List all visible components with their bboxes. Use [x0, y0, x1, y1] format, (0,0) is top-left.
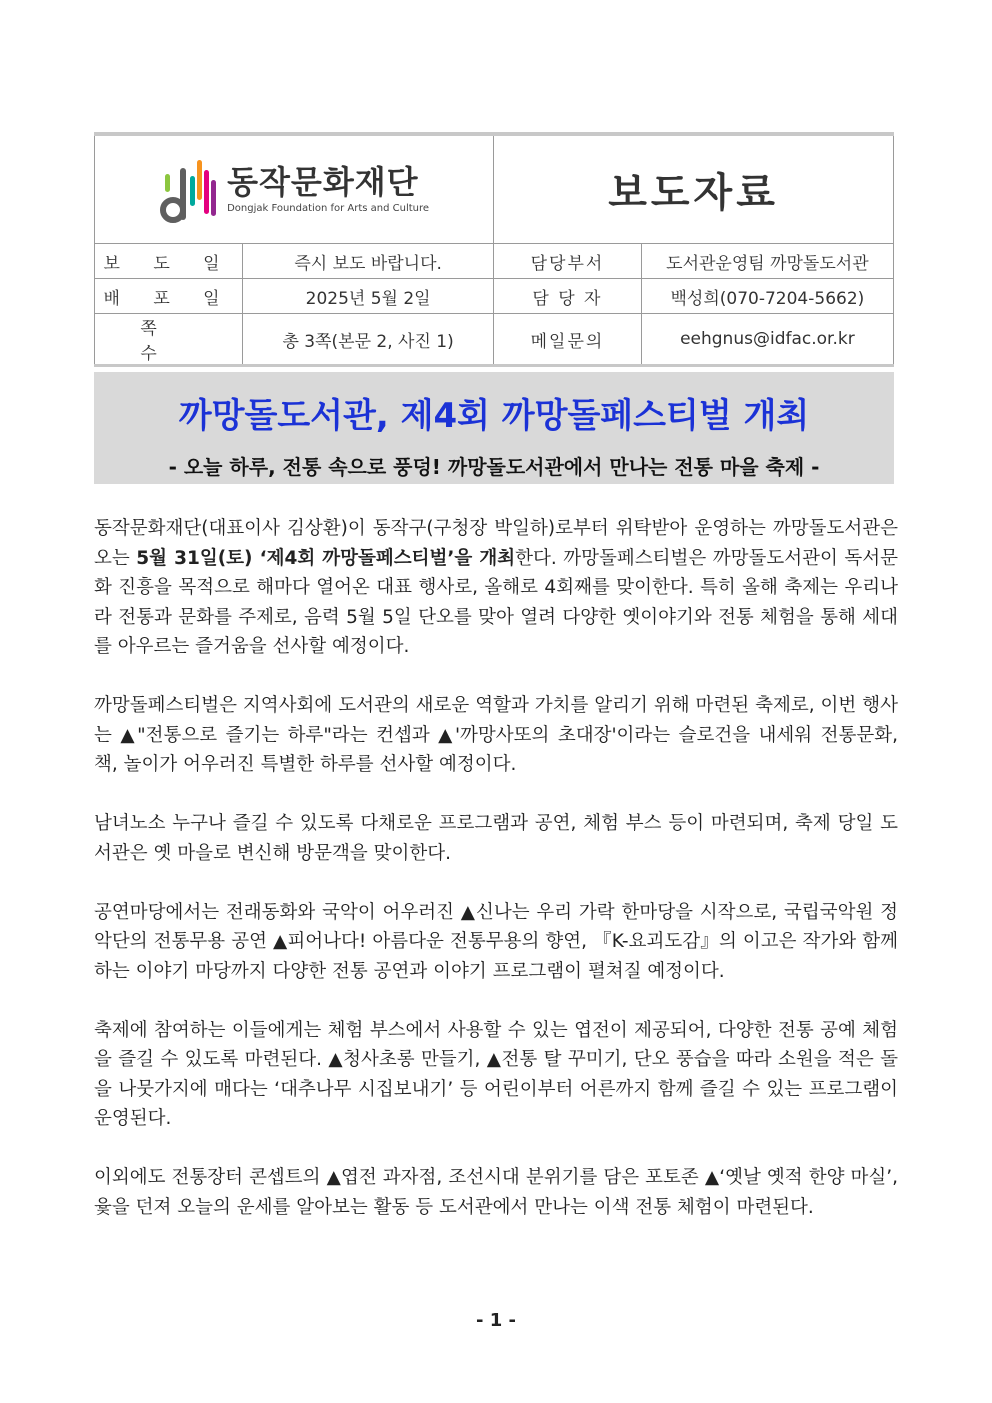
paragraph: 축제에 참여하는 이들에게는 체험 부스에서 사용할 수 있는 엽전이 제공되어, 다양한 전통 공예 체험을 즐길 수 있도록 마련된다. ▲청사초롱 만들기, ▲전통 탈 꾸미기, 단오 풍습을 따라 소원을 적은 돌을 나뭇가지에 매다는 ‘대추나무 시집보내기’ 등 어린이부터 어른까지 함께 즐길 수 있는 프로그램이 운영된다. — [94, 1019, 898, 1129]
contact-email: eehgnus@idfac.or.kr — [641, 314, 893, 366]
title-box — [94, 372, 894, 484]
release-date: 2025년 5월 2일 — [243, 279, 494, 314]
info-label: 메일문의 — [494, 314, 642, 366]
paragraph: 남녀노소 누구나 즐길 수 있도록 다채로운 프로그램과 공연, 체험 부스 등이 마련되며, 축제 당일 도서관은 옛 마을로 변신해 방문객을 맞이한다. — [94, 813, 898, 864]
info-label: 배 포 일 — [95, 279, 243, 314]
info-value: 백성희(070-7204-5662) — [641, 279, 893, 314]
info-label: 보 도 일 — [95, 244, 243, 279]
paragraph: 이외에도 전통장터 콘셉트의 ▲엽전 과자점, 조선시대 분위기를 담은 포토존 ▲‘옛날 옛적 한양 마실’, 윷을 던져 오늘의 운세를 알아보는 활동 등 도서관에서 만나는 이색 전통 체험이 마련된다. — [94, 1167, 898, 1218]
header-info-table — [94, 132, 894, 367]
paragraph: 공연마당에서는 전래동화와 국악이 어우러진 ▲신나는 우리 가락 한마당을 시작으로, 국립국악원 정악단의 전통무용 공연 ▲피어나다! 아름다운 전통무용의 향연, 『K-요괴도감』의 이고은 작가와 함께하는 이야기 마당까지 다양한 전통 공연과 이야기 프로그램이 펼쳐질 예정이다. — [94, 901, 898, 982]
headline: 까망돌도서관, 제4회 까망돌페스티벌 개최 — [178, 396, 810, 436]
logo-cell — [95, 134, 494, 244]
info-value: 도서관운영팀 까망돌도서관 — [641, 244, 893, 279]
subheadline: - 오늘 하루, 전통 속으로 풍덩! 까망돌도서관에서 만나는 전통 마을 축제 - — [168, 455, 820, 479]
org-name-en: Dongjak Foundation for Arts and Culture — [227, 203, 430, 215]
dongjak-logo-icon — [159, 154, 219, 226]
info-value: 총 3쪽(본문 2, 사진 1) — [243, 314, 494, 366]
info-row — [95, 244, 894, 279]
info-label: 담당부서 — [494, 244, 642, 279]
doc-type-title: 보도자료 — [608, 170, 779, 216]
page-number: - 1 - — [476, 1310, 516, 1331]
paragraph: 동작문화재단(대표이사 김상환)이 동작구(구청장 박일하)로부터 위탁받아 운영하는 까망돌도서관은 오는 5월 31일(토) ‘제4회 까망돌페스티벌’을 개최한다. 까망돌페스티벌은 까망돌도서관이 독서문화 진흥을 목적으로 해마다 열어온 대표 행사로, 올해로 4회째를 맞이한다. 특히 올해 축제는 우리나라 전통과 문화를 주제로, 음력 5월 5일 단오를 맞아 열려 다양한 옛이야기와 전통 체험을 통해 세대를 아우르는 즐거움을 선사할 예정이다. — [94, 518, 898, 657]
doc-type-cell — [494, 134, 894, 244]
info-label: 담 당 자 — [494, 279, 642, 314]
info-value: 즉시 보도 바랍니다. — [243, 244, 494, 279]
org-logo — [95, 154, 493, 226]
highlight-text: 5월 31일(토) ‘제4회 까망돌페스티벌’을 개최 — [136, 547, 516, 569]
info-row — [95, 314, 894, 366]
info-label: 쪽 수 — [95, 314, 243, 366]
info-row — [95, 279, 894, 314]
paragraph: 까망돌페스티벌은 지역사회에 도서관의 새로운 역할과 가치를 알리기 위해 마련된 축제로, 이번 행사는 ▲"전통으로 즐기는 하루"라는 컨셉과 ▲'까망사또의 초대장'이라는 슬로건을 내세워 전통문화, 책, 놀이가 어우러진 특별한 하루를 선사할 예정이다. — [94, 695, 898, 775]
org-name-kr: 동작문화재단 — [227, 162, 419, 201]
article-body — [94, 514, 898, 1252]
